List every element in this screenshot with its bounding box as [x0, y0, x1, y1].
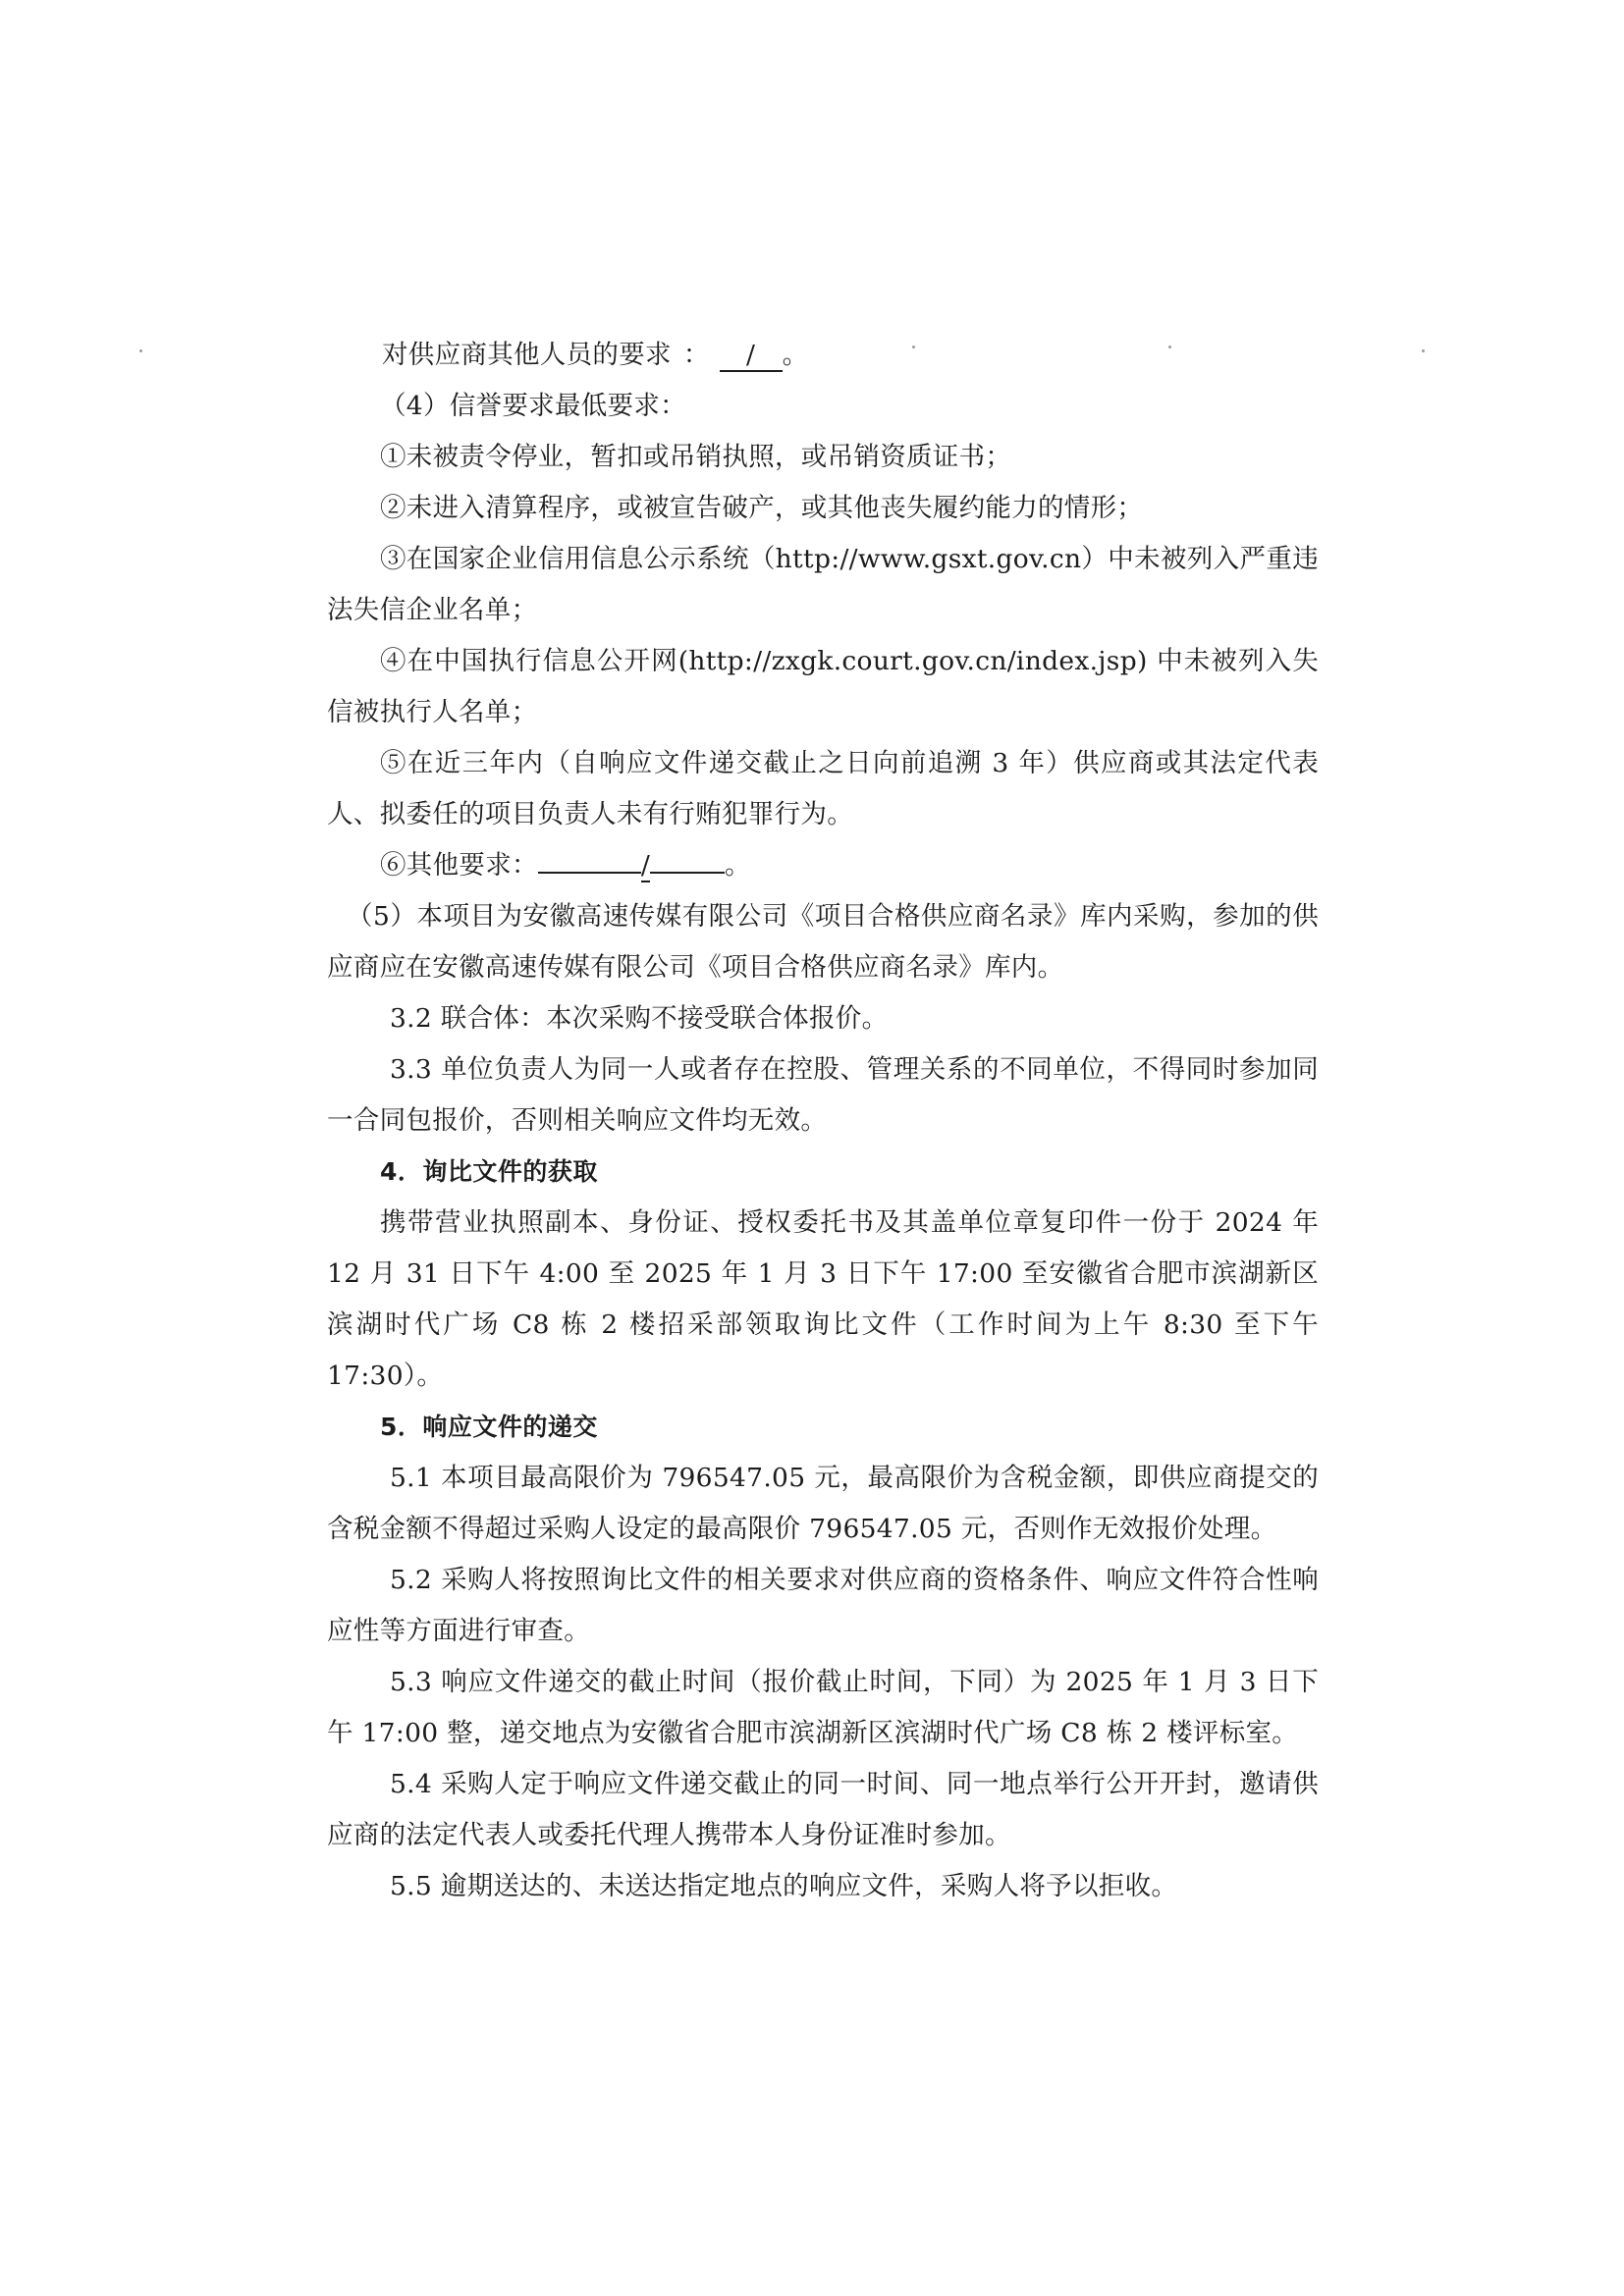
other-requirement-label: ⑥其他要求：: [380, 850, 538, 881]
credit-item-1: ①未被责令停业，暂扣或吊销执照，或吊销资质证书；: [380, 442, 1012, 472]
credit-title: （4）信誉要求最低要求：: [380, 391, 686, 421]
other-staff-blank: /: [720, 341, 783, 372]
section-5-1: 5.1 本项目最高限价为 796547.05 元，最高限价为含税金额，即供应商提交的含税金额不得超过采购人设定的最高限价 796547.05 元，否则作无效报价处理。: [327, 1463, 1319, 1544]
other-requirement-blank-right: [650, 872, 725, 874]
section-5-5: 5.5 逾期送达的、未送达指定地点的响应文件，采购人将予以拒收。: [390, 1871, 1178, 1901]
document-body: [327, 330, 1319, 1912]
credit-item-4: ④在中国执行信息公开网(http://zxgk.court.gov.cn/index.jsp) 中未被列入失信被执行人名单；: [327, 646, 1319, 727]
scan-speck: [139, 349, 142, 352]
section-5-3: 5.3 响应文件递交的截止时间（报价截止时间，下同）为 2025 年 1 月 3 日下午 17:00 整，递交地点为安徽省合肥市滨湖新区滨湖时代广场 C8 栋 2 楼评标室。: [327, 1667, 1319, 1748]
section-3-2: 3.2 联合体：本次采购不接受联合体报价。: [390, 1003, 889, 1034]
other-staff-requirement: [327, 330, 1319, 381]
credit-item-3: ③在国家企业信用信息公示系统（http://www.gsxt.gov.cn）中未被列入严重违法失信企业名单；: [327, 544, 1319, 625]
credit-item-5: ⑤在近三年内（自响应文件递交截止之日向前追溯 3 年）供应商或其法定代表人、拟委任的项目负责人未有行贿犯罪行为。: [327, 748, 1319, 829]
credit-item-2: ②未进入清算程序，或被宣告破产，或其他丧失履约能力的情形；: [380, 493, 1144, 523]
section-3-3: 3.3 单位负责人为同一人或者存在控股、管理关系的不同单位，不得同时参加同一合同包报价，否则相关响应文件均无效。: [327, 1054, 1319, 1136]
other-staff-label: 对供应商其他人员的要求: [382, 340, 672, 370]
scan-speck: [1422, 349, 1425, 352]
section-5-2: 5.2 采购人将按照询比文件的相关要求对供应商的资格条件、响应文件符合性响应性等方面进行审查。: [327, 1565, 1319, 1646]
heading-4: 4．询比文件的获取: [380, 1157, 598, 1186]
section-5-4: 5.4 采购人定于响应文件递交截止的同一时间、同一地点举行公开开封，邀请供应商的法定代表人或委托代理人携带本人身份证准时参加。: [327, 1769, 1319, 1850]
other-requirement-slash: /: [640, 850, 651, 881]
other-requirement-end: 。: [725, 850, 751, 881]
other-staff-end: 。: [782, 340, 809, 370]
section-4-body: 携带营业执照副本、身份证、授权委托书及其盖单位章复印件一份于 2024 年 12 月 31 日下午 4:00 至 2025 年 1 月 3 日下午 17:00 至安徽省合肥市滨湖新区滨湖时代广场 C8 栋 2 楼招采部领取询比文件（工作时间为上午 8:30 至下午 17:30）。: [327, 1207, 1319, 1391]
other-staff-colon: ：: [682, 340, 710, 370]
heading-5: 5．响应文件的递交: [380, 1413, 598, 1441]
other-requirement: [327, 840, 1319, 891]
item-5-supplier-list: （5）本项目为安徽高速传媒有限公司《项目合格供应商名录》库内采购，参加的供应商应在安徽高速传媒有限公司《项目合格供应商名录》库内。: [327, 901, 1319, 983]
other-requirement-blank-left: [538, 872, 641, 874]
